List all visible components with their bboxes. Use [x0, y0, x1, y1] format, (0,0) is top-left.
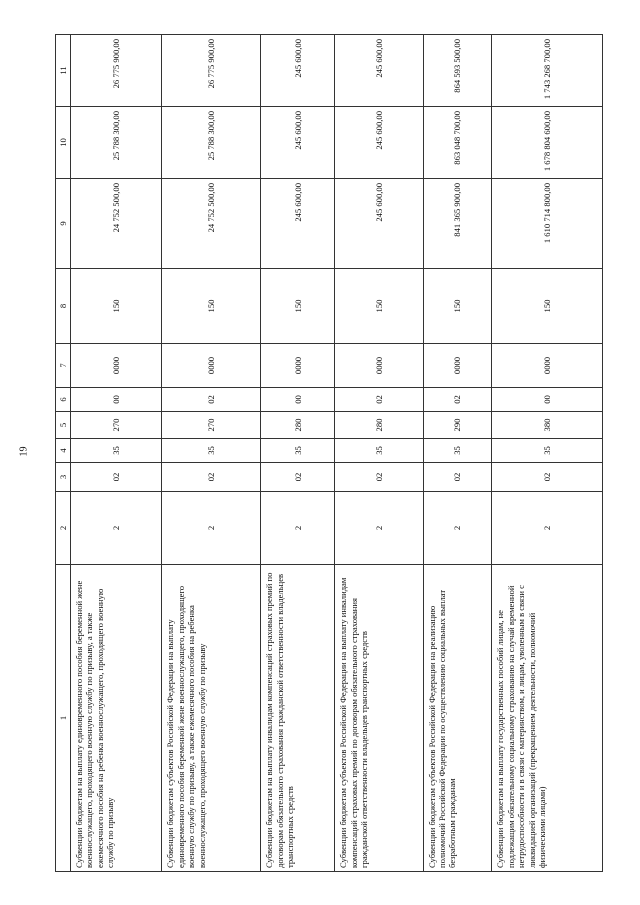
code-cell: 270 [162, 412, 261, 439]
table-row [162, 35, 261, 872]
code-cell: 0000 [423, 344, 492, 388]
code-cell: 2 [162, 492, 261, 565]
code-cell: 35 [492, 439, 603, 463]
amount-cell: 245 600,00 [335, 35, 423, 107]
col-header-9: 9 [56, 179, 71, 269]
rotated-table-container [55, 35, 603, 872]
code-cell: 0000 [492, 344, 603, 388]
amount-cell: 245 600,00 [335, 107, 423, 179]
col-header-3: 3 [56, 463, 71, 492]
page-number: 19 [18, 446, 30, 457]
code-cell: 02 [261, 463, 335, 492]
amount-cell: 245 600,00 [335, 179, 423, 269]
row-description: Субвенции бюджетам на выплату государственных пособий лицам, не подлежащим обязательному социальному страхованию на случай временной нетрудоспособности и в связи с материнством, и лицам, уволенным в связи с ликвидацией организаций (прекращением деятельности, полномочий физическими лицами) [492, 565, 603, 872]
col-header-1: 1 [56, 565, 71, 872]
row-description: Субвенции бюджетам субъектов Российской Федерации на реализацию полномочий Российской Федерации по осуществлению социальных выплат безработным гражданам [423, 565, 492, 872]
amount-cell: 864 593 500,00 [423, 35, 492, 107]
code-cell: 270 [71, 412, 162, 439]
code-cell: 2 [492, 492, 603, 565]
code-cell: 280 [261, 412, 335, 439]
col-header-11: 11 [56, 35, 71, 107]
amount-cell: 26 775 900,00 [71, 35, 162, 107]
header-row [56, 35, 71, 872]
code-cell: 150 [261, 269, 335, 344]
table-row [492, 35, 603, 872]
col-header-10: 10 [56, 107, 71, 179]
amount-cell: 24 752 500,00 [162, 179, 261, 269]
budget-table [55, 34, 603, 872]
code-cell: 150 [423, 269, 492, 344]
code-cell: 02 [162, 463, 261, 492]
col-header-7: 7 [56, 344, 71, 388]
code-cell: 150 [71, 269, 162, 344]
row-description: Субвенции бюджетам на выплату инвалидам компенсаций страховых премий по договорам обязательного страхования гражданской ответственности владельцев транспортных средств [261, 565, 335, 872]
code-cell: 0000 [162, 344, 261, 388]
amount-cell: 25 788 300,00 [162, 107, 261, 179]
row-description: Субвенции бюджетам субъектов Российской Федерации на выплату единовременного пособия беременной жене военнослужащего, проходящего военную службу по призыву, а также ежемесячного пособия на ребенка военнослужащего, проходящего военную службу по призыву [162, 565, 261, 872]
code-cell: 35 [162, 439, 261, 463]
amount-cell: 841 365 900,00 [423, 179, 492, 269]
amount-cell: 24 752 500,00 [71, 179, 162, 269]
amount-cell: 1 743 268 700,00 [492, 35, 603, 107]
amount-cell: 245 600,00 [261, 107, 335, 179]
code-cell: 380 [492, 412, 603, 439]
amount-cell: 863 048 700,00 [423, 107, 492, 179]
code-cell: 35 [261, 439, 335, 463]
code-cell: 35 [423, 439, 492, 463]
table-row [423, 35, 492, 872]
code-cell: 02 [492, 463, 603, 492]
table-row [71, 35, 162, 872]
code-cell: 2 [335, 492, 423, 565]
code-cell: 2 [71, 492, 162, 565]
code-cell: 02 [71, 463, 162, 492]
code-cell: 150 [492, 269, 603, 344]
amount-cell: 1 678 804 600,00 [492, 107, 603, 179]
col-header-6: 6 [56, 388, 71, 412]
code-cell: 02 [335, 388, 423, 412]
row-description: Субвенции бюджетам субъектов Российской Федерации на выплату инвалидам компенсаций страховых премий по договорам обязательного страхования гражданской ответственности владельцев транспортных средств [335, 565, 423, 872]
code-cell: 280 [335, 412, 423, 439]
code-cell: 00 [492, 388, 603, 412]
amount-cell: 25 788 300,00 [71, 107, 162, 179]
table-row [261, 35, 335, 872]
col-header-2: 2 [56, 492, 71, 565]
code-cell: 2 [423, 492, 492, 565]
code-cell: 290 [423, 412, 492, 439]
amount-cell: 26 775 900,00 [162, 35, 261, 107]
code-cell: 02 [162, 388, 261, 412]
budget-table-frame [55, 35, 603, 872]
code-cell: 0000 [261, 344, 335, 388]
amount-cell: 1 610 714 800,00 [492, 179, 603, 269]
code-cell: 150 [162, 269, 261, 344]
code-cell: 150 [335, 269, 423, 344]
code-cell: 02 [423, 388, 492, 412]
col-header-4: 4 [56, 439, 71, 463]
code-cell: 00 [261, 388, 335, 412]
row-description: Субвенции бюджетам на выплату единовременного пособия беременной жене военнослужащего, проходящего военную службу по призыву, а также ежемесячного пособия на ребенка военнослужащего, проходящего военную службу по призыву [71, 565, 162, 872]
amount-cell: 245 600,00 [261, 35, 335, 107]
table-row [335, 35, 423, 872]
code-cell: 35 [335, 439, 423, 463]
amount-cell: 245 600,00 [261, 179, 335, 269]
code-cell: 00 [71, 388, 162, 412]
code-cell: 2 [261, 492, 335, 565]
code-cell: 0000 [335, 344, 423, 388]
col-header-5: 5 [56, 412, 71, 439]
code-cell: 02 [335, 463, 423, 492]
col-header-8: 8 [56, 269, 71, 344]
code-cell: 35 [71, 439, 162, 463]
code-cell: 02 [423, 463, 492, 492]
code-cell: 0000 [71, 344, 162, 388]
